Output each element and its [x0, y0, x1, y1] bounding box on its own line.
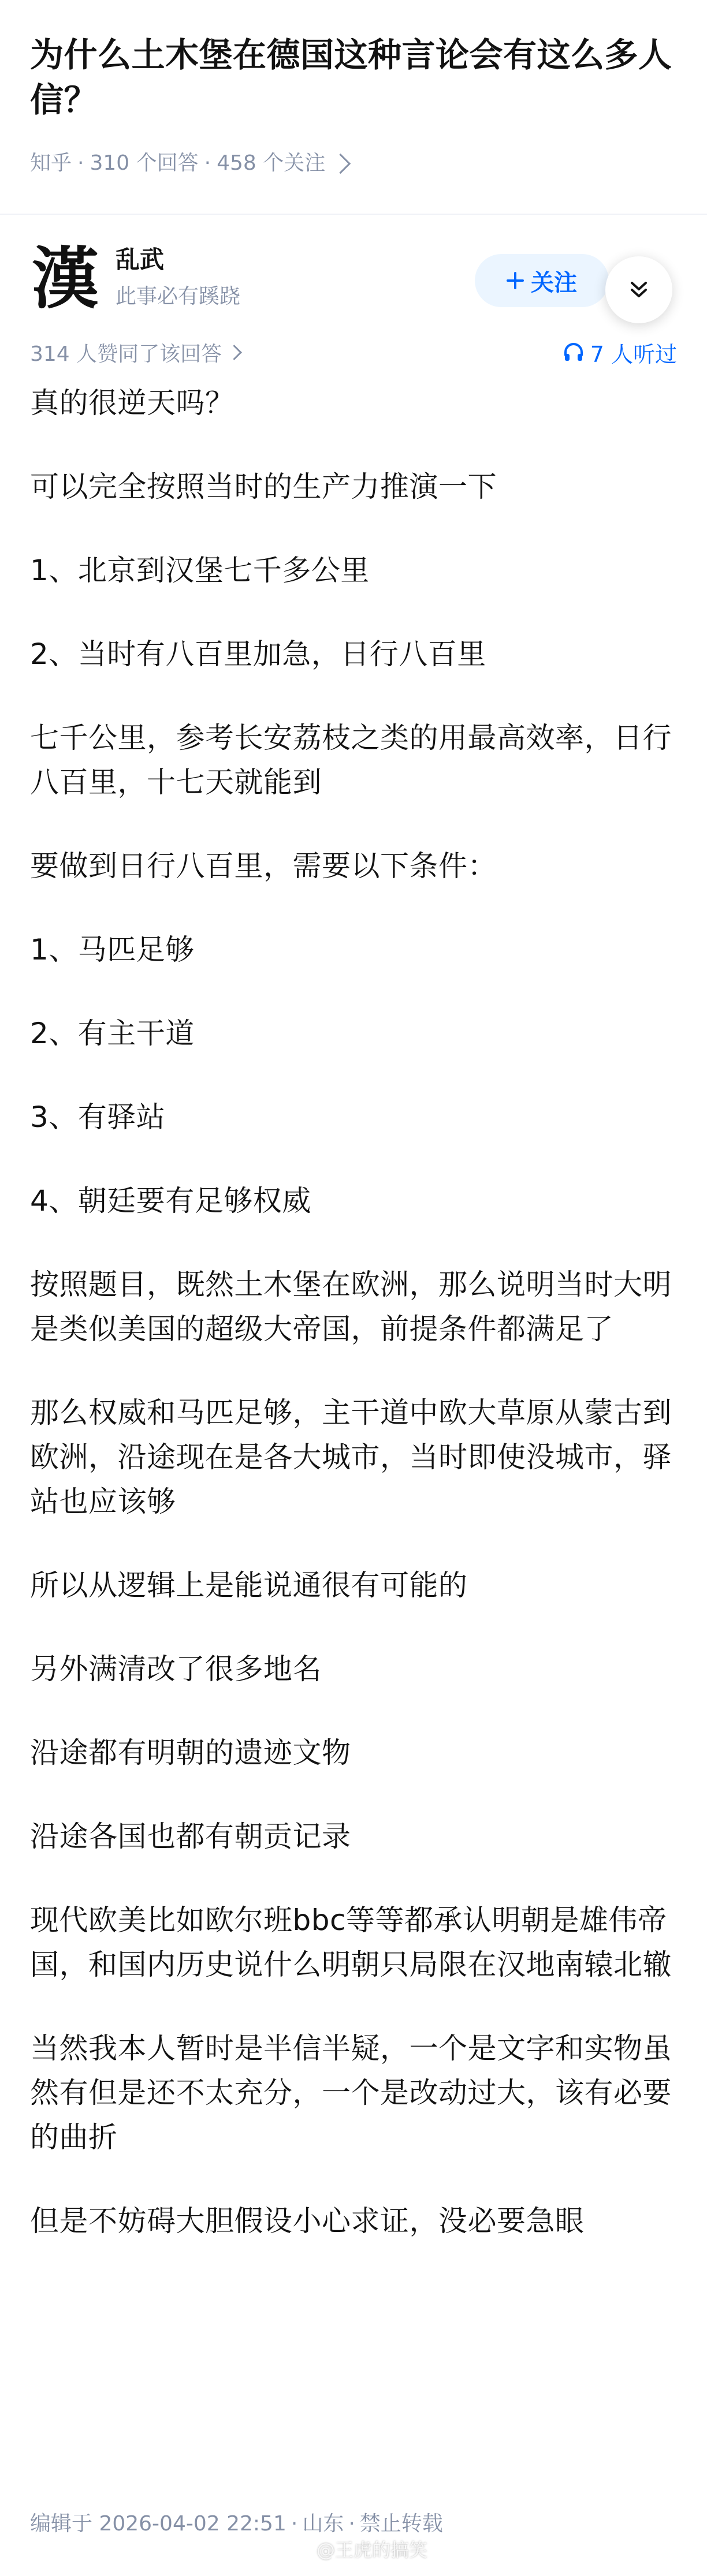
- chevron-right-icon: [226, 345, 242, 360]
- listen-button[interactable]: [563, 337, 677, 368]
- answer-paragraph: 当然我本人暂时是半信半疑，一个是文字和实物虽然有但是还不太充分，一个是改动过大，该有必要的曲折: [30, 2032, 672, 2154]
- meta-separator: ·: [291, 2512, 298, 2536]
- answer-paragraph: 另外满清改了很多地名: [30, 1652, 322, 1686]
- author-row: [0, 231, 707, 323]
- watermark-text: @王虎的搞笑: [317, 2539, 428, 2561]
- answer-paragraph: 按照题目，既然土木堡在欧洲，那么说明当时大明是类似美国的超级大帝国，前提条件都满足了: [30, 1268, 672, 1346]
- answer-paragraph: 2、当时有八百里加急，日行八百里: [30, 637, 486, 671]
- question-title[interactable]: 为什么土木堡在德国这种言论会有这么多人信？: [30, 35, 672, 120]
- double-chevron-down-icon: [626, 277, 652, 303]
- avatar[interactable]: 漢: [32, 239, 99, 318]
- answer-paragraph: 1、马匹足够: [30, 933, 195, 966]
- answer-paragraph: 现代欧美比如欧尔班bbc等等都承认明朝是雄伟帝国，和国内历史说什么明朝只局限在汉地南辕北辙: [30, 1903, 672, 1981]
- answer-paragraph: 3、有驿站: [30, 1100, 166, 1134]
- plus-icon: [507, 272, 524, 289]
- question-meta[interactable]: [30, 149, 348, 178]
- answer-paragraph: 但是不妨碍大胆假设小心求证，没必要急眼: [30, 2204, 585, 2238]
- meta-separator: ·: [348, 2512, 355, 2536]
- follow-button[interactable]: [475, 254, 609, 307]
- author-name[interactable]: 乱武: [116, 245, 165, 274]
- answer-paragraph: 沿途都有明朝的遗迹文物: [30, 1736, 351, 1769]
- answer-body: [30, 381, 677, 2283]
- answer-paragraph: 七千公里，参考长安荔枝之类的用最高效率，日行八百里，十七天就能到: [30, 721, 672, 799]
- answer-paragraph: 2、有主干道: [30, 1017, 195, 1050]
- answer-paragraph: 4、朝廷要有足够权威: [30, 1184, 311, 1218]
- vote-info[interactable]: [30, 338, 240, 367]
- question-header: [0, 0, 707, 215]
- chevron-right-icon: [330, 153, 351, 173]
- answer-paragraph: 真的很逆天吗？: [30, 386, 235, 420]
- collapse-button[interactable]: [605, 256, 672, 323]
- watermark: [317, 2536, 427, 2562]
- answer-footer: [30, 2510, 443, 2538]
- follower-count: 458 个关注: [217, 151, 326, 175]
- answer-paragraph: 所以从逻辑上是能说通很有可能的: [30, 1569, 468, 1602]
- vote-row: [30, 335, 677, 369]
- edited-time: 编辑于 2026-04-02 22:51: [30, 2512, 286, 2536]
- answer-paragraph: 那么权威和马匹足够，主干道中欧大草原从蒙古到欧洲，沿途现在是各大城市，当时即使没城市，驿站也应该够: [30, 1396, 672, 1518]
- vote-count: 314 人赞同了该回答: [30, 342, 222, 366]
- meta-separator: ·: [204, 151, 211, 175]
- author-bio: 此事必有蹊跷: [116, 285, 241, 308]
- listen-count: 7 人听过: [590, 341, 677, 367]
- answer-count: 310 个回答: [90, 151, 199, 175]
- answer-paragraph: 沿途各国也都有朝贡记录: [30, 1820, 351, 1853]
- answer-paragraph: 要做到日行八百里，需要以下条件：: [30, 849, 497, 883]
- answer-paragraph: 可以完全按照当时的生产力推演一下: [30, 470, 497, 503]
- source-label: 知乎: [30, 151, 72, 175]
- header-divider: [0, 214, 707, 215]
- ip-location: 山东: [302, 2512, 344, 2536]
- headphones-icon: [563, 341, 585, 363]
- follow-label: 关注: [531, 269, 577, 296]
- copyright-note: 禁止转载: [359, 2512, 443, 2536]
- answer-paragraph: 1、北京到汉堡七千多公里: [30, 554, 370, 587]
- meta-separator: ·: [77, 151, 84, 175]
